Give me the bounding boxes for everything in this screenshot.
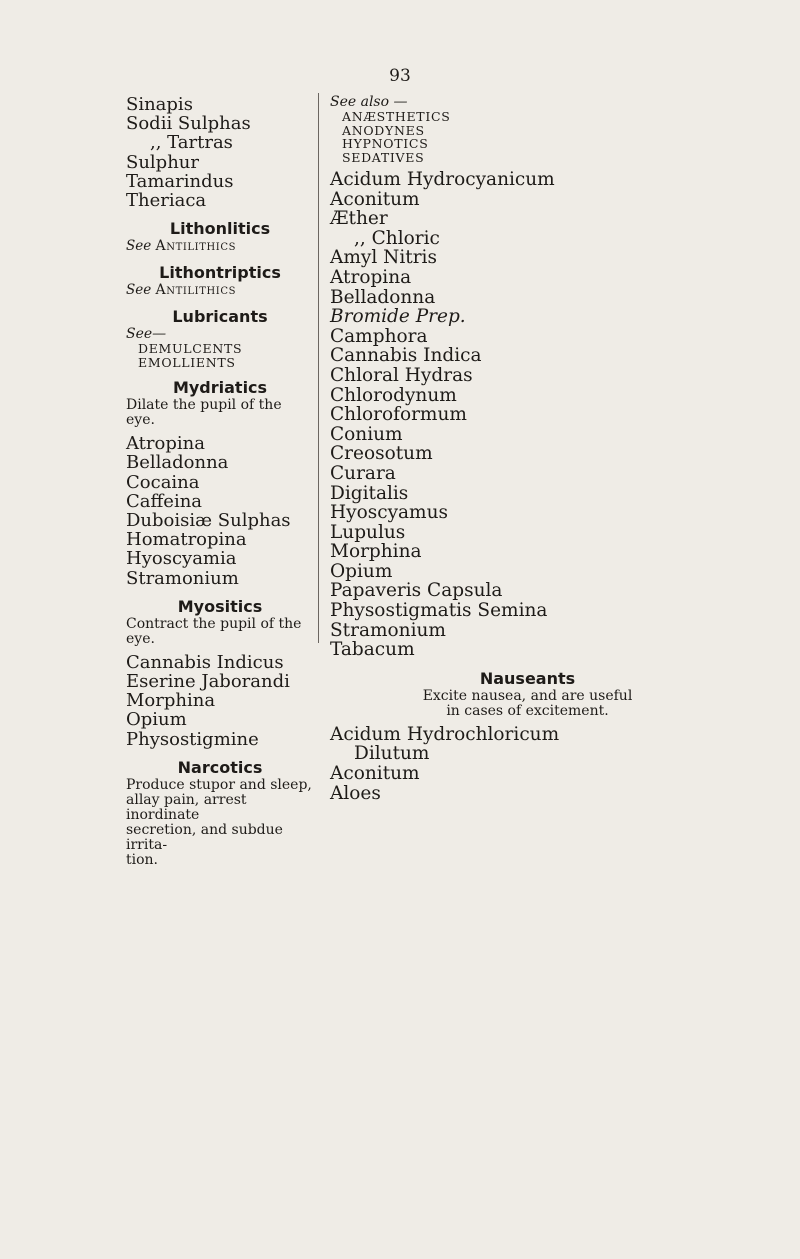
page-number: 93 <box>389 66 411 86</box>
list-item: Tamarindus <box>126 170 234 192</box>
list-item: Aconitum <box>330 188 420 210</box>
see-label: See— <box>126 326 167 343</box>
heading-myositics: Myositics <box>177 596 263 616</box>
list-item: Digitalis <box>330 482 409 504</box>
left-column <box>126 95 314 868</box>
list-item: Cocaina <box>126 471 200 493</box>
section-description-line: Excite nausea, and are useful <box>422 687 633 704</box>
heading-lithonlitics: Lithonlitics <box>169 219 271 239</box>
see-reference: See Antilithics <box>126 282 237 299</box>
list-item: Physostigmatis Semina <box>330 600 548 622</box>
list-item: Cannabis Indicus <box>126 651 284 673</box>
list-item: Belladonna <box>126 452 229 474</box>
list-item: Lupulus <box>330 521 406 543</box>
list-item: Hyoscyamus <box>330 502 449 524</box>
list-item: Creosotum <box>330 443 433 465</box>
section-description-line: Produce stupor and sleep, <box>126 776 312 793</box>
heading-lubricants: Lubricants <box>172 307 268 327</box>
list-item: Chloral Hydras <box>330 364 473 386</box>
list-item: Stramonium <box>330 619 446 641</box>
list-item: Papaveris Capsula <box>330 580 503 602</box>
see-reference: HYPNOTICS <box>342 136 429 151</box>
list-item: Tabacum <box>330 639 415 661</box>
list-item: Conium <box>330 423 403 445</box>
see-also-label: See also — <box>330 94 408 110</box>
list-item: Curara <box>330 462 396 484</box>
heading-narcotics: Narcotics <box>177 757 263 777</box>
list-item: ,, Tartras <box>150 132 233 154</box>
list-item: Cannabis Indica <box>330 345 482 367</box>
list-item: Duboisiæ Sulphas <box>126 510 291 532</box>
heading-mydriatics: Mydriatics <box>172 378 268 398</box>
list-item: Dilutum <box>354 743 430 765</box>
list-item: Sinapis <box>126 94 193 115</box>
list-item: Physostigmine <box>126 728 259 750</box>
list-item: Aconitum <box>330 763 420 785</box>
see-reference: ANODYNES <box>342 122 425 138</box>
list-item: Atropina <box>126 433 205 455</box>
list-item: Morphina <box>330 541 422 563</box>
heading-lithontriptics: Lithontriptics <box>159 263 281 283</box>
list-item: Morphina <box>126 690 216 712</box>
list-item: Chloroformum <box>330 404 467 426</box>
list-item: Sulphur <box>126 151 199 173</box>
heading-nauseants: Nauseants <box>479 668 576 688</box>
right-column <box>318 95 725 803</box>
section-description-line: allay pain, arrest inordinate <box>126 791 247 823</box>
see-reference: SEDATIVES <box>342 149 425 165</box>
see-reference: DEMULCENTS <box>138 341 243 357</box>
section-description-line: in cases of excitement. <box>446 702 609 719</box>
list-item: Atropina <box>330 266 412 288</box>
list-item: Amyl Nitris <box>330 247 437 269</box>
list-item: Acidum Hydrochloricum <box>330 723 560 745</box>
list-item: Æther <box>330 208 388 230</box>
list-item: Sodii Sulphas <box>126 113 251 135</box>
list-item: Chlorodynum <box>330 384 457 406</box>
list-item: Camphora <box>330 325 428 347</box>
list-item: Hyoscyamia <box>126 548 237 570</box>
list-item: Stramonium <box>126 567 239 589</box>
see-reference: See Antilithics <box>126 238 237 255</box>
see-reference: ANÆSTHETICS <box>342 109 451 124</box>
section-description: Dilate the pupil of the eye. <box>126 397 282 429</box>
section-description-line: secretion, and subdue irrita- <box>126 821 283 853</box>
list-item: Opium <box>126 709 187 731</box>
see-reference: EMOLLIENTS <box>138 354 236 370</box>
section-description: Contract the pupil of the eye. <box>126 615 302 647</box>
list-item: Homatropina <box>126 529 247 551</box>
list-item: Eserine Jaborandi <box>126 671 290 693</box>
list-item: ,, Chloric <box>354 227 440 249</box>
list-item: Bromide Prep. <box>330 306 466 328</box>
section-description-line: tion. <box>126 851 158 868</box>
list-item: Aloes <box>330 782 381 804</box>
list-item: Belladonna <box>330 286 436 308</box>
list-item: Caffeina <box>126 490 203 512</box>
list-item: Acidum Hydrocyanicum <box>330 169 555 190</box>
list-item: Theriaca <box>126 190 207 212</box>
list-item: Opium <box>330 560 393 582</box>
